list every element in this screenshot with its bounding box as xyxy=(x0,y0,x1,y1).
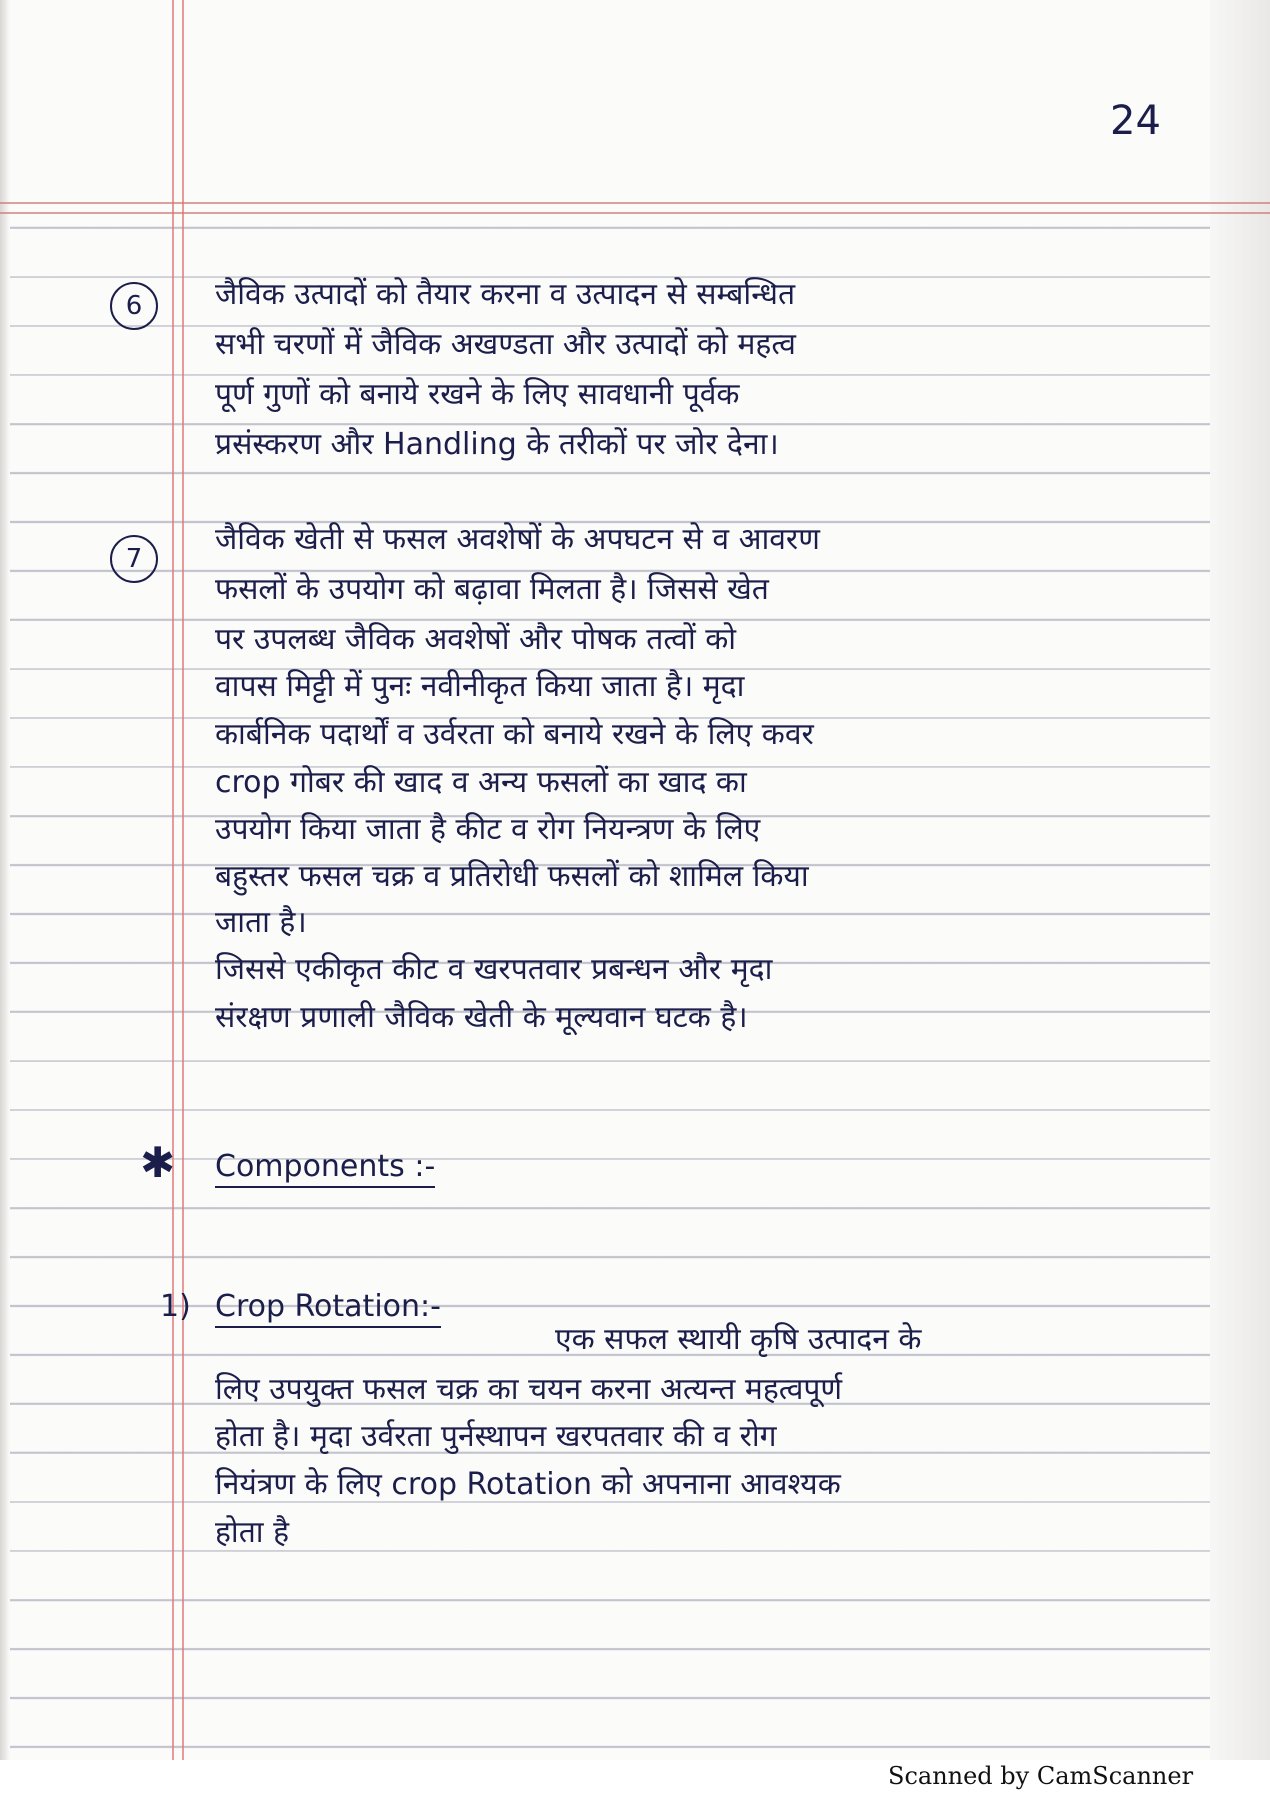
item-1-line-3: होता है। मृदा उर्वरता पुर्नस्थापन खरपतवार की व रोग xyxy=(215,1419,777,1454)
asterisk-bullet: ✱ xyxy=(140,1138,176,1187)
item-7-line-7: उपयोग किया जाता है कीट व रोग नियन्त्रण के लिए xyxy=(215,812,761,847)
item-1-line-2: लिए उपयुक्त फसल चक्र का चयन करना अत्यन्त महत्वपूर्ण xyxy=(215,1372,843,1407)
item-7-line-4: वापस मिट्टी में पुनः नवीनीकृत किया जाता है। मृदा xyxy=(215,669,745,704)
item-6-line-4: प्रसंस्करण और Handling के तरीकों पर जोर देना। xyxy=(215,427,779,462)
item-7-number-circle: 7 xyxy=(110,535,158,583)
margin-line-left-1 xyxy=(172,0,174,1760)
page-left-shadow xyxy=(0,0,10,1760)
item-1-line-5: होता है xyxy=(215,1515,290,1550)
item-7-line-2: फसलों के उपयोग को बढ़ावा मिलता है। जिससे खेत xyxy=(215,572,769,607)
header-rule-2 xyxy=(0,212,1270,214)
item-6-number-circle: 6 xyxy=(110,282,158,330)
page-number: 24 xyxy=(1110,98,1161,144)
item-7-line-5: कार्बनिक पदार्थों व उर्वरता को बनाये रखने के लिए कवर xyxy=(215,717,814,752)
item-6-line-2: सभी चरणों में जैविक अखण्डता और उत्पादों को महत्व xyxy=(215,327,796,362)
margin-line-left-2 xyxy=(182,0,184,1760)
item-7-line-3: पर उपलब्ध जैविक अवशेषों और पोषक तत्वों को xyxy=(215,622,737,657)
item-1-line-4: नियंत्रण के लिए crop Rotation को अपनाना आवश्यक xyxy=(215,1467,841,1502)
item-1-heading: Crop Rotation:- xyxy=(215,1292,441,1328)
components-heading: Components :- xyxy=(215,1152,435,1188)
page-header-area xyxy=(0,0,1270,205)
item-1-first-line: एक सफल स्थायी कृषि उत्पादन के xyxy=(555,1322,922,1357)
item-6-line-1: जैविक उत्पादों को तैयार करना व उत्पादन से सम्बन्धित xyxy=(215,277,796,312)
page-right-edge xyxy=(1210,0,1270,1760)
item-7-line-9: जाता है। xyxy=(215,905,307,940)
item-7-line-1: जैविक खेती से फसल अवशेषों के अपघटन से व आवरण xyxy=(215,522,820,557)
scanner-watermark: Scanned by CamScanner xyxy=(888,1762,1194,1790)
item-7-line-6: crop गोबर की खाद व अन्य फसलों का खाद का xyxy=(215,765,747,800)
item-1-number: 1) xyxy=(160,1289,191,1324)
item-7-line-11: संरक्षण प्रणाली जैविक खेती के मूल्यवान घटक है। xyxy=(215,1000,748,1035)
item-6-line-3: पूर्ण गुणों को बनाये रखने के लिए सावधानी पूर्वक xyxy=(215,377,740,412)
item-7-line-8: बहुस्तर फसल चक्र व प्रतिरोधी फसलों को शामिल किया xyxy=(215,859,809,894)
item-7-line-10: जिससे एकीकृत कीट व खरपतवार प्रबन्धन और मृदा xyxy=(215,952,773,987)
header-rule-1 xyxy=(0,202,1270,204)
